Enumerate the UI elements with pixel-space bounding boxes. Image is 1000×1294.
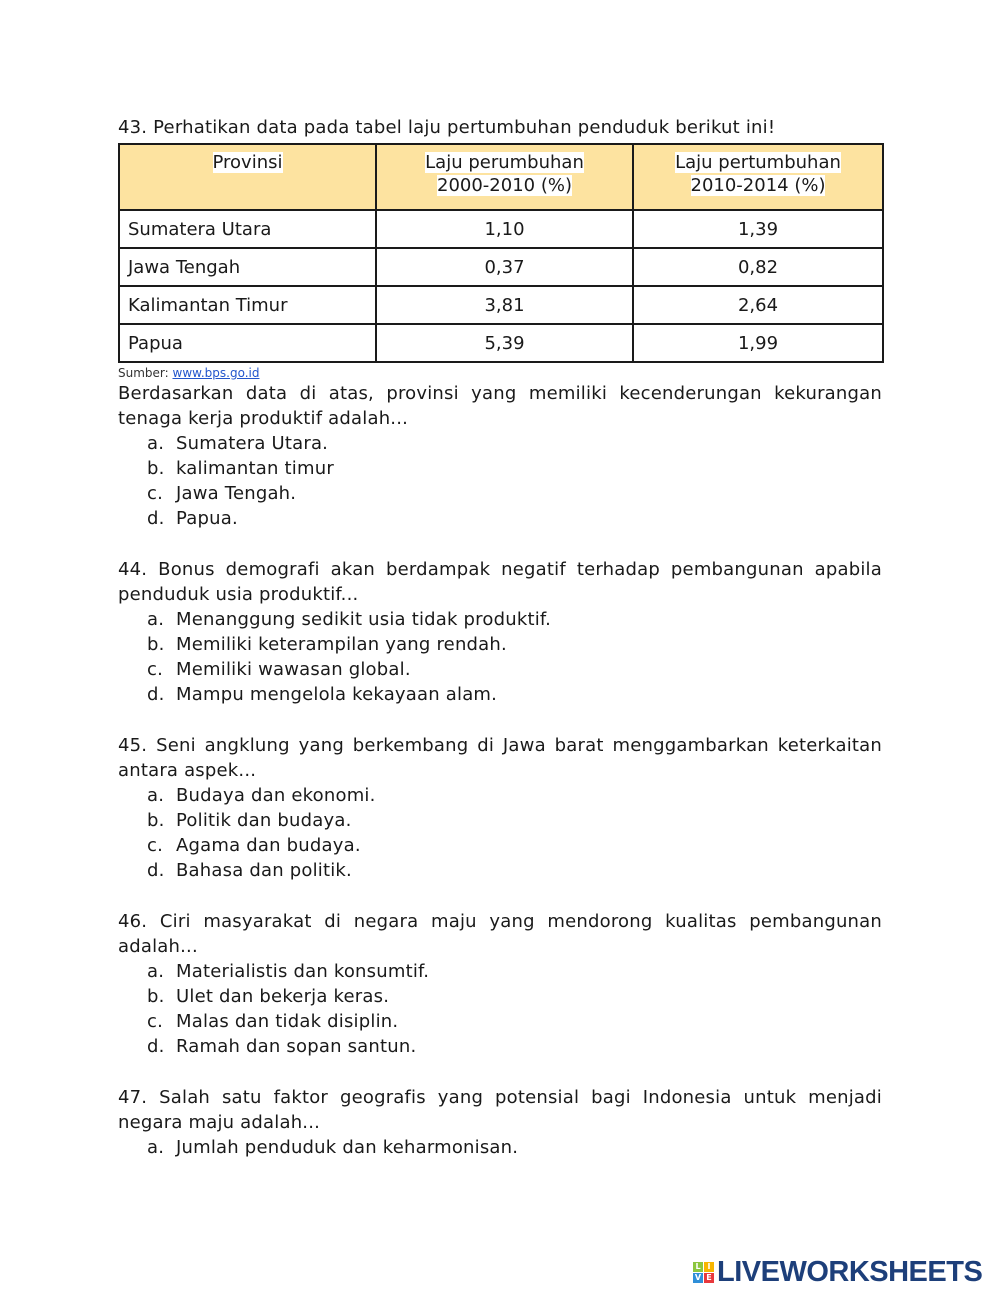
table-row [119, 324, 883, 362]
cell-value: 1,10 [376, 210, 633, 248]
option-d[interactable]: d. Bahasa dan politik. [147, 860, 352, 881]
cell-value: 0,37 [376, 248, 633, 286]
question-text: 46. Ciri masyarakat di negara maju yang mendorong kualitas pembangunan adalah... [118, 911, 882, 957]
option-a[interactable]: a. Budaya dan ekonomi. [147, 785, 376, 806]
option-a[interactable]: a. Jumlah penduduk dan keharmonisan. [147, 1137, 519, 1158]
cell-province: Papua [119, 324, 376, 362]
option-c[interactable]: c. Malas dan tidak disiplin. [147, 1011, 399, 1032]
logo-tiles-icon: L I V E [693, 1262, 714, 1283]
table-row [119, 286, 883, 324]
option-a[interactable]: a. Materialistis dan konsumtif. [147, 961, 430, 982]
question-text: 45. Seni angklung yang berkembang di Jawa barat menggambarkan keterkaitan antara aspek... [118, 735, 882, 781]
option-b[interactable]: b. Memiliki keterampilan yang rendah. [147, 634, 507, 655]
population-growth-table [118, 143, 884, 363]
header-growth-2000-2010: Laju perumbuhan 2000-2010 (%) [376, 144, 633, 210]
question-46 [118, 909, 882, 1059]
cell-value: 1,99 [633, 324, 883, 362]
option-b[interactable]: b. Politik dan budaya. [147, 810, 352, 831]
question-47 [118, 1085, 882, 1160]
question-44 [118, 557, 882, 707]
options-list [118, 1135, 882, 1160]
table-header-row [119, 144, 883, 210]
cell-province: Jawa Tengah [119, 248, 376, 286]
options-list [118, 959, 882, 1059]
question-text: 47. Salah satu faktor geografis yang potensial bagi Indonesia untuk menjadi negara maju adalah... [118, 1087, 882, 1133]
table-row [119, 248, 883, 286]
cell-value: 2,64 [633, 286, 883, 324]
cell-province: Kalimantan Timur [119, 286, 376, 324]
question-43 [118, 381, 882, 531]
cell-value: 5,39 [376, 324, 633, 362]
options-list [118, 431, 882, 531]
option-d[interactable]: d. Ramah dan sopan santun. [147, 1036, 417, 1057]
header-growth-2010-2014: Laju pertumbuhan 2010-2014 (%) [633, 144, 883, 210]
cell-value: 0,82 [633, 248, 883, 286]
question-45 [118, 733, 882, 883]
liveworksheets-logo [693, 1256, 982, 1289]
options-list [118, 607, 882, 707]
option-a[interactable]: a. Menanggung sedikit usia tidak produktif. [147, 609, 552, 630]
cell-value: 3,81 [376, 286, 633, 324]
source-note: Sumber: www.bps.go.id [118, 366, 260, 380]
cell-province: Sumatera Utara [119, 210, 376, 248]
q43-title: 43. Perhatikan data pada tabel laju pertumbuhan penduduk berikut ini! [118, 117, 776, 138]
option-d[interactable]: d. Papua. [147, 508, 238, 529]
option-c[interactable]: c. Jawa Tengah. [147, 483, 297, 504]
options-list [118, 783, 882, 883]
question-text: Berdasarkan data di atas, provinsi yang memiliki kecenderungan kekurangan tenaga kerja produktif adalah... [118, 383, 882, 429]
option-b[interactable]: b. kalimantan timur [147, 458, 334, 479]
option-b[interactable]: b. Ulet dan bekerja keras. [147, 986, 390, 1007]
option-d[interactable]: d. Mampu mengelola kekayaan alam. [147, 684, 498, 705]
cell-value: 1,39 [633, 210, 883, 248]
header-provinsi: Provinsi [119, 144, 376, 210]
table-row [119, 210, 883, 248]
option-c[interactable]: c. Agama dan budaya. [147, 835, 361, 856]
question-text: 44. Bonus demografi akan berdampak negatif terhadap pembangunan apabila penduduk usia produktif... [118, 559, 882, 605]
logo-text: LIVEWORKSHEETS [717, 1256, 983, 1288]
source-link[interactable]: www.bps.go.id [172, 366, 260, 380]
option-c[interactable]: c. Memiliki wawasan global. [147, 659, 411, 680]
option-a[interactable]: a. Sumatera Utara. [147, 433, 329, 454]
